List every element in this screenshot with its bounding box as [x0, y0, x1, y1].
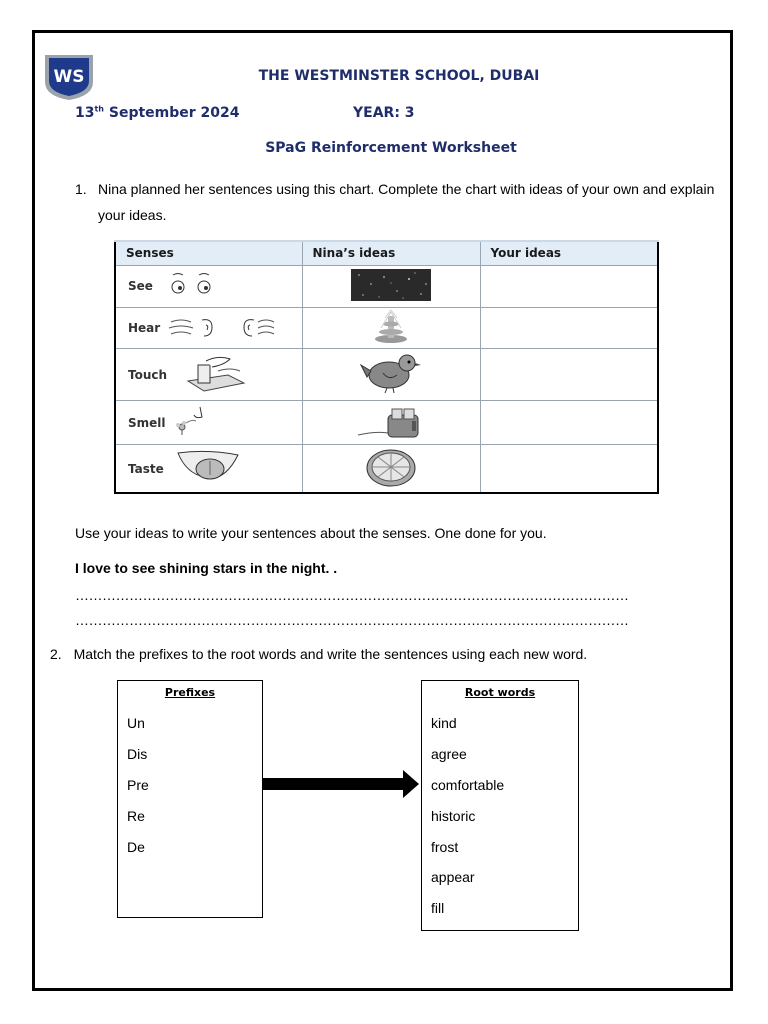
date-day: 13	[75, 105, 95, 121]
question-2-text: Match the prefixes to the root words and write the sentences using each new word.	[73, 646, 588, 662]
header-ninas-ideas: Nina’s ideas	[302, 241, 480, 265]
example-sentence: I love to see shining stars in the night. .	[75, 560, 338, 576]
date-rest: September 2024	[104, 105, 240, 121]
your-idea-cell-hear[interactable]	[480, 307, 658, 349]
chart-row-taste	[115, 445, 658, 493]
bird-image	[359, 351, 423, 395]
root-word-item: kind	[431, 715, 457, 731]
fountain-image	[371, 308, 411, 344]
sense-cell-hear	[115, 307, 302, 349]
prefixes-header: Prefixes	[164, 686, 216, 699]
school-name: THE WESTMINSTER SCHOOL, DUBAI	[258, 68, 540, 84]
chart-row-smell	[115, 401, 658, 445]
header-your-ideas: Your ideas	[480, 241, 658, 265]
chart-row-see	[115, 265, 658, 307]
prefixes-box	[117, 680, 263, 918]
root-word-item: fill	[431, 900, 445, 916]
worksheet-title: SPaG Reinforcement Worksheet	[265, 140, 517, 156]
your-idea-cell-see[interactable]	[480, 265, 658, 307]
answer-line-2[interactable]: ……………………………………………………………………………………………………………	[75, 612, 629, 628]
eyes-icon	[164, 270, 224, 298]
hand-touch-icon	[184, 353, 248, 393]
starry-sky-image	[351, 269, 431, 301]
root-word-item: historic	[431, 808, 476, 824]
idea-cell-touch	[302, 349, 480, 401]
sense-label: Smell	[128, 415, 166, 430]
chart-header-row	[115, 241, 658, 265]
chart-row-touch	[115, 349, 658, 401]
idea-cell-see	[302, 265, 480, 307]
year-label: YEAR: 3	[353, 105, 415, 121]
orange-slice-image	[363, 446, 419, 488]
root-words-header: Root words	[464, 686, 536, 699]
your-idea-cell-smell[interactable]	[480, 401, 658, 445]
question-2	[50, 646, 587, 662]
header-senses: Senses	[115, 241, 302, 265]
idea-cell-hear	[302, 307, 480, 349]
tongue-mouth-icon	[174, 447, 244, 487]
prefix-item: Pre	[127, 777, 149, 793]
date-suffix: th	[94, 104, 105, 114]
prefix-item: Un	[127, 715, 145, 731]
sense-cell-smell	[115, 401, 302, 445]
root-word-item: appear	[431, 869, 475, 885]
nose-flower-icon	[172, 403, 212, 437]
logo-text: WS	[53, 67, 85, 87]
root-word-item: frost	[431, 839, 459, 855]
prefix-item: Dis	[127, 746, 148, 762]
question-1-number: 1.	[75, 181, 87, 197]
chart-row-hear	[115, 307, 658, 349]
sense-cell-see	[115, 265, 302, 307]
sense-cell-touch	[115, 349, 302, 401]
question-1-text: Nina planned her sentences using this chart. Complete the chart with ideas of your own and explain your ideas.	[98, 181, 715, 223]
sense-label: Hear	[128, 320, 161, 335]
your-idea-cell-taste[interactable]	[480, 445, 658, 493]
idea-cell-smell	[302, 401, 480, 445]
senses-chart	[114, 240, 659, 494]
question-1	[75, 176, 715, 228]
answer-line-1[interactable]: ……………………………………………………………………………………………………………	[75, 587, 629, 603]
sense-label: See	[128, 279, 153, 294]
your-idea-cell-touch[interactable]	[480, 349, 658, 401]
sense-cell-taste	[115, 445, 302, 493]
ears-icon	[166, 314, 276, 340]
question-2-number: 2.	[50, 646, 62, 662]
prefix-item: De	[127, 839, 145, 855]
root-words-box	[421, 680, 579, 931]
prefix-item: Re	[127, 808, 145, 824]
idea-cell-taste	[302, 445, 480, 493]
toaster-image	[356, 403, 426, 439]
sense-label: Touch	[128, 367, 168, 382]
right-arrow-icon	[262, 769, 422, 799]
worksheet-date	[75, 105, 240, 121]
instruction-text: Use your ideas to write your sentences about the senses. One done for you.	[75, 525, 547, 541]
sense-label: Taste	[128, 461, 164, 476]
root-word-item: comfortable	[431, 777, 505, 793]
root-word-item: agree	[431, 746, 467, 762]
